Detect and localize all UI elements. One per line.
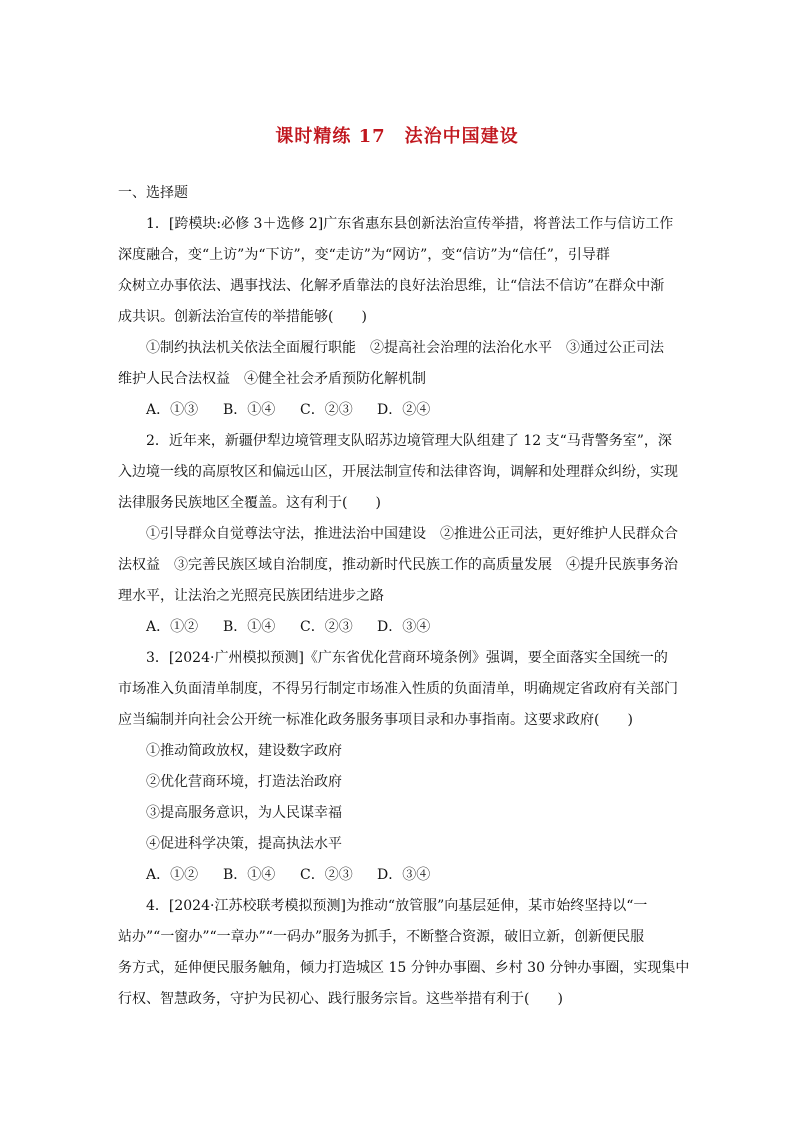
- option-d: D．③④: [377, 867, 431, 883]
- question-stem-line: 务方式，延伸便民服务触角，倾力打造城区 15 分钟办事圈、乡村 30 分钟办事圈，实现集中: [118, 960, 690, 976]
- page-title: 课时精练 17 法治中国建设: [275, 126, 519, 147]
- answer-options: [118, 612, 678, 643]
- question-stem-line: 入边境一线的高原牧区和偏远山区，开展法制宣传和法律咨询，调解和处理群众纠纷，实现: [118, 464, 678, 480]
- question-3: [118, 643, 678, 891]
- question-stem-line: 法律服务民族地区全覆盖。这有利于( ): [118, 495, 381, 511]
- question-stem-line: 3．[2024·广州模拟预测]《广东省优化营商环境条例》强调，要全面落实全国统一的: [146, 650, 668, 666]
- question-1: [118, 209, 678, 426]
- statement-line: ②优化营商环境，打造法治政府: [146, 774, 342, 790]
- option-d: D．③④: [377, 619, 431, 635]
- question-4: [118, 891, 690, 1015]
- option-c: C．②③: [300, 619, 353, 635]
- question-stem-line: 应当编制并向社会公开统一标准化政务服务事项目录和办事指南。这要求政府( ): [118, 712, 633, 728]
- statement-line: ①引导群众自觉尊法守法，推进法治中国建设 ②推进公正司法，更好维护人民群众合: [146, 526, 678, 542]
- statement-line: 理水平，让法治之光照亮民族团结进步之路: [118, 588, 384, 604]
- option-c: C．②③: [300, 867, 353, 883]
- option-b: B．①④: [223, 619, 276, 635]
- statement-line: 法权益 ③完善民族区域自治制度，推动新时代民族工作的高质量发展 ④提升民族事务治: [118, 557, 678, 573]
- question-stem-line: 市场准入负面清单制度，不得另行制定市场准入性质的负面清单，明确规定省政府有关部门: [118, 681, 678, 697]
- answer-options: [118, 860, 678, 891]
- option-a: A．①②: [146, 619, 199, 635]
- question-stem-line: 行权、智慧政务，守护为民初心、践行服务宗旨。这些举措有利于( ): [118, 991, 563, 1007]
- statement-line: ①制约执法机关依法全面履行职能 ②提高社会治理的法治化水平 ③通过公正司法: [146, 340, 664, 356]
- question-stem-line: 站办”“一窗办”“一章办”“一码办”服务为抓手，不断整合资源，破旧立新，创新便民服: [118, 929, 645, 945]
- statement-line: ①推动简政放权，建设数字政府: [146, 743, 342, 759]
- answer-options: [118, 395, 678, 426]
- question-stem-line: 众树立办事依法、遇事找法、化解矛盾靠法的良好法治思维，让“信法不信访”在群众中渐: [118, 278, 665, 294]
- statement-line: ③提高服务意识，为人民谋幸福: [146, 805, 342, 821]
- question-2: [118, 426, 678, 643]
- document-body: [118, 178, 690, 1015]
- option-b: B．①④: [223, 867, 276, 883]
- section-heading: 一、选择题: [118, 185, 188, 201]
- option-d: D．②④: [377, 402, 431, 418]
- question-stem-line: 4．[2024·江苏校联考模拟预测]为推动“放管服”向基层延伸，某市始终坚持以“一: [146, 898, 648, 914]
- option-c: C．②③: [300, 402, 353, 418]
- question-stem-line: 成共识。创新法治宣传的举措能够( ): [118, 309, 367, 325]
- option-b: B．①④: [223, 402, 276, 418]
- statement-line: ④促进科学决策，提高执法水平: [146, 836, 342, 852]
- question-stem-line: 2．近年来，新疆伊犁边境管理支队昭苏边境管理大队组建了 12 支“马背警务室”，深: [146, 433, 672, 449]
- question-stem-line: 深度融合，变“上访”为“下访”，变“走访”为“网访”，变“信访”为“信任”，引导群: [118, 247, 610, 263]
- statement-line: 维护人民合法权益 ④健全社会矛盾预防化解机制: [118, 371, 426, 387]
- option-a: A．①②: [146, 867, 199, 883]
- option-a: A．①③: [146, 402, 199, 418]
- question-stem-line: 1．[跨模块:必修 3＋选修 2]广东省惠东县创新法治宣传举措，将普法工作与信访工作: [146, 216, 674, 232]
